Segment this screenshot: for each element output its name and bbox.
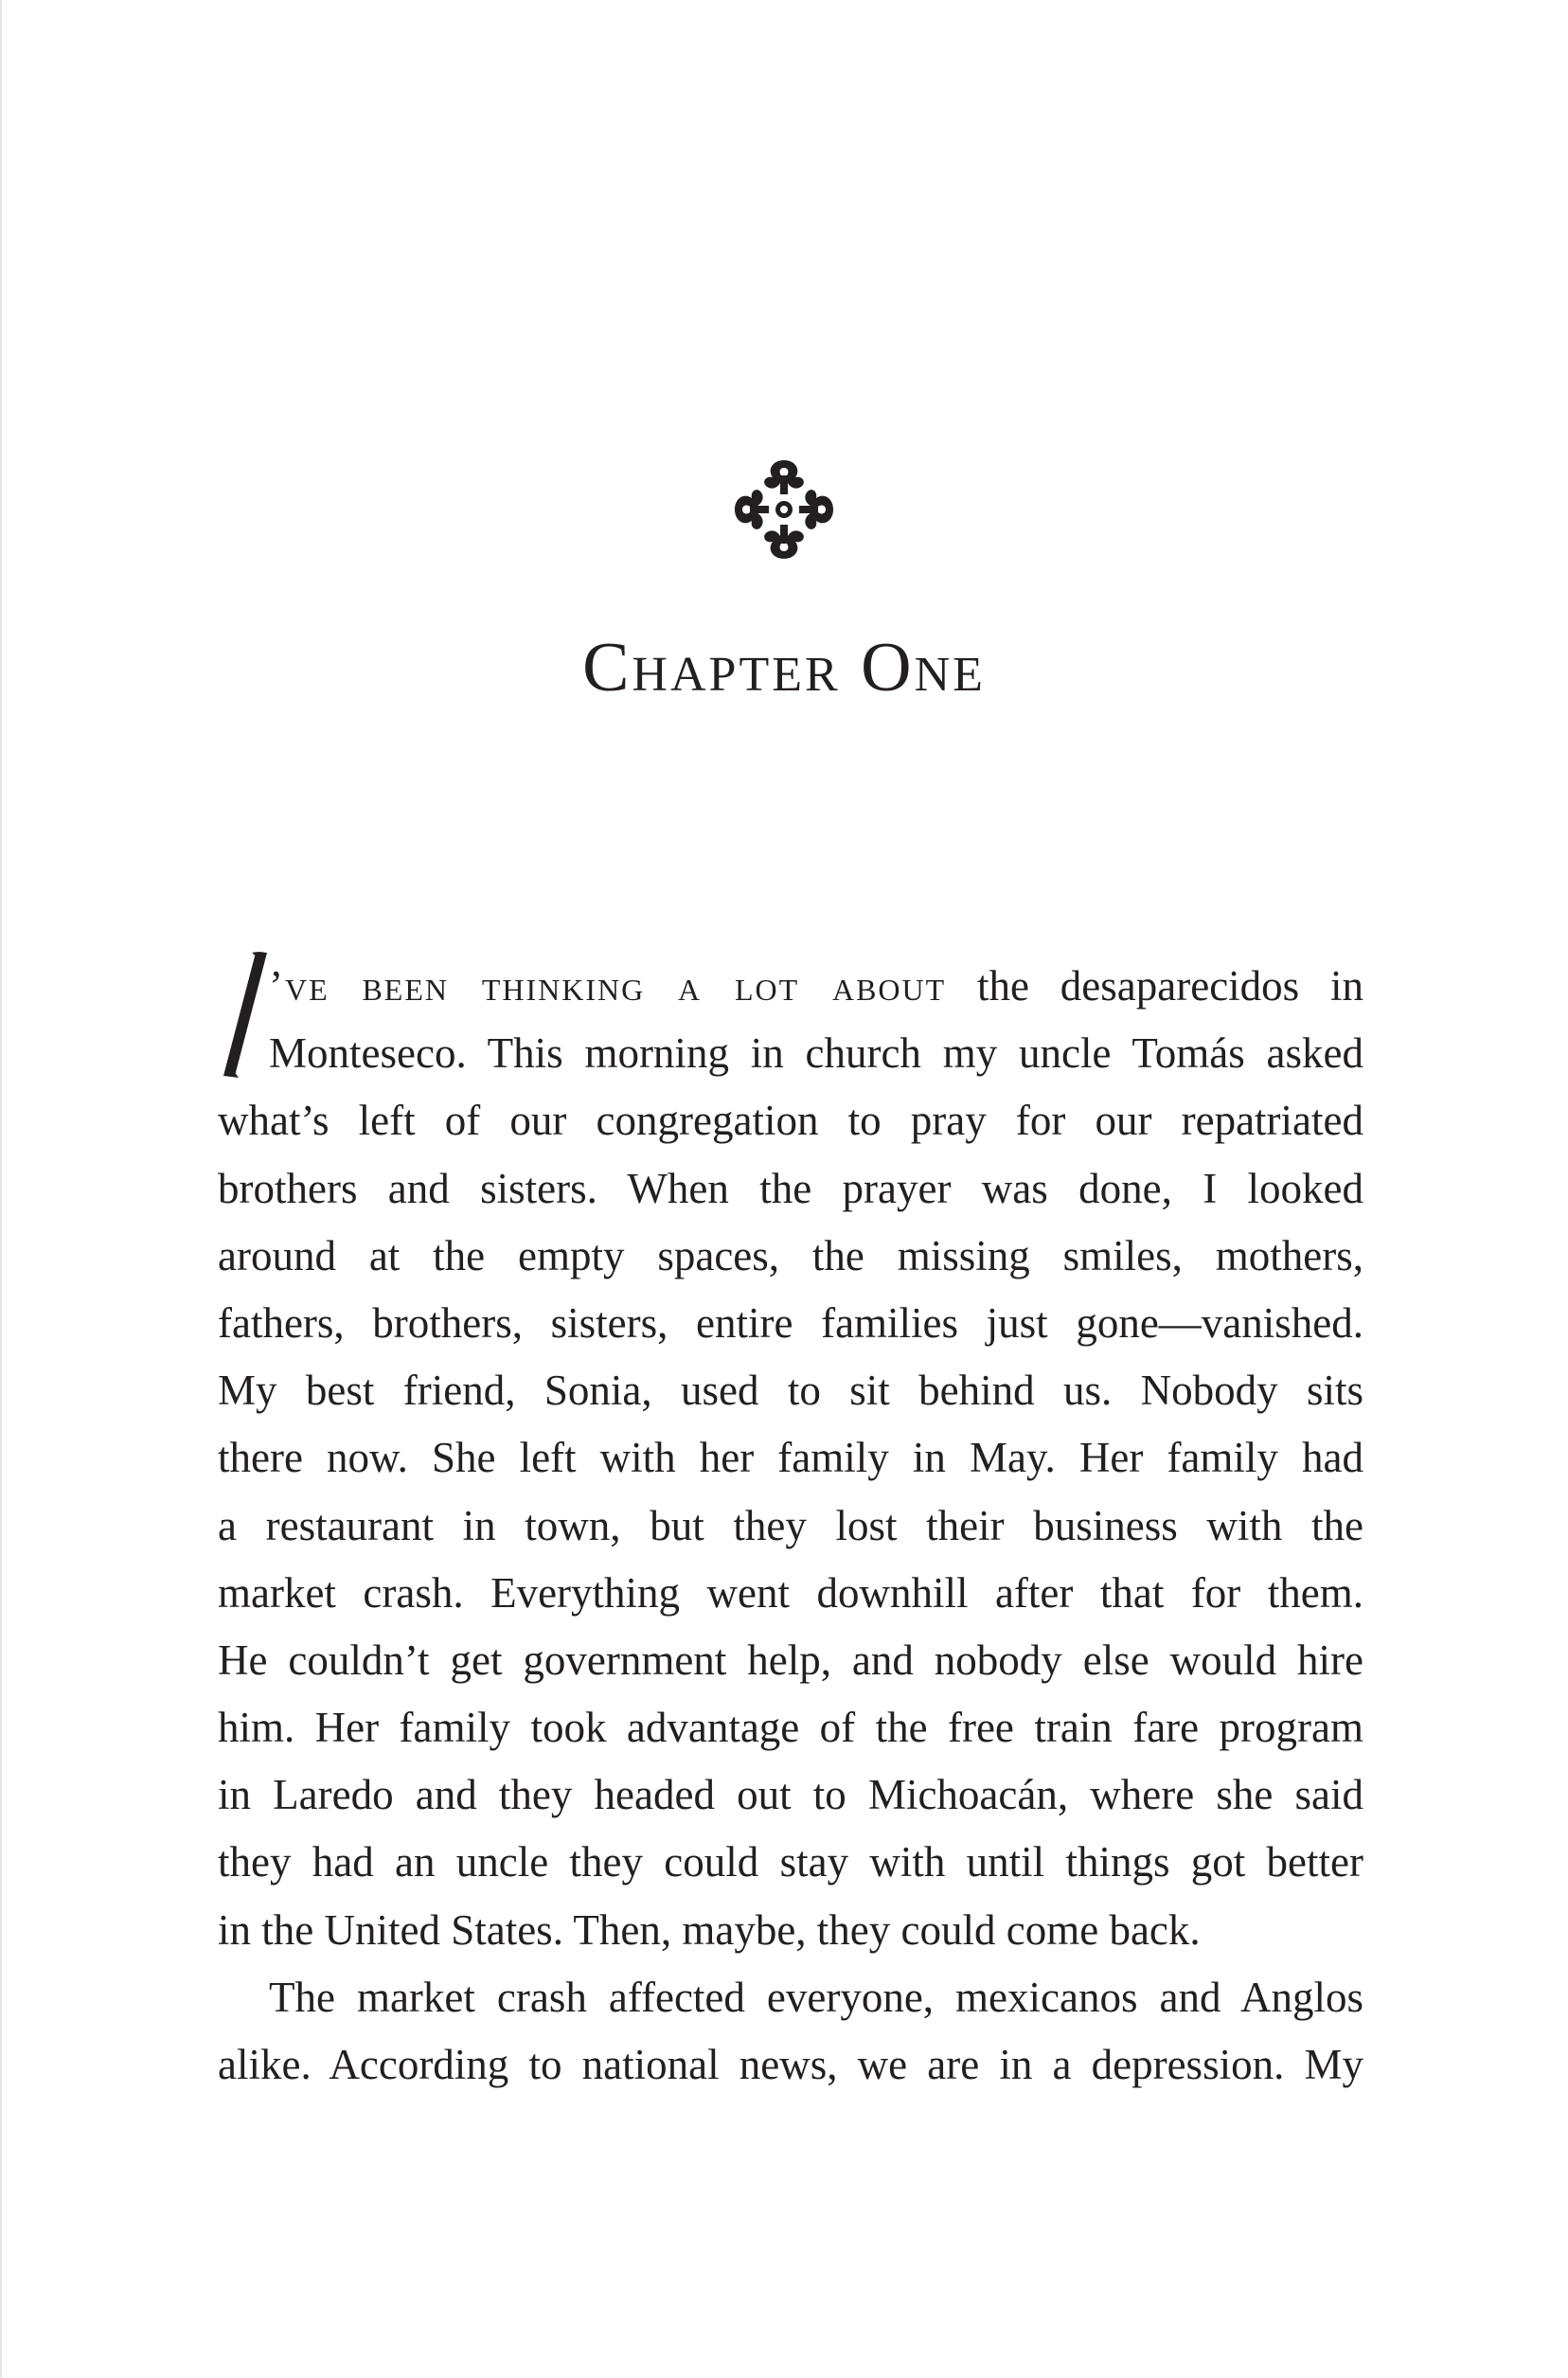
text-line — [218, 1290, 1363, 1357]
text-line-text: a restaurant in town, but they lost their business with the — [218, 1501, 1363, 1549]
text-line-text: in Laredo and they headed out to Michoacán, where she said — [218, 1771, 1363, 1819]
text-line-text: in the United States. Then, maybe, they could come back. — [218, 1905, 1201, 1954]
text-line — [218, 1964, 1363, 2031]
text-line — [218, 1897, 1363, 1964]
text-line — [218, 1424, 1363, 1492]
text-line — [218, 1829, 1363, 1896]
page-edge — [0, 0, 2, 2378]
text-line-text: they had an uncle they could stay with until things got better — [218, 1838, 1363, 1886]
text-line — [218, 1223, 1363, 1290]
text-line-text: alike. According to national news, we are in a depression. My — [218, 2041, 1363, 2088]
text-line — [218, 953, 1363, 1020]
quatrefoil-fleuron-icon — [727, 453, 841, 566]
text-line — [218, 2031, 1363, 2099]
text-line — [218, 1493, 1363, 1560]
body-text — [218, 953, 1363, 2099]
text-line — [218, 1357, 1363, 1424]
text-line-text: brothers and sisters. When the prayer was done, I looked — [218, 1164, 1363, 1212]
text-line — [218, 1020, 1363, 1087]
text-line-text: around at the empty spaces, the missing smiles, mothers, — [218, 1231, 1363, 1279]
text-line-text: him. Her family took advantage of the free train fare program — [218, 1704, 1363, 1752]
chapter-title: Chapter One — [582, 629, 986, 706]
text-line — [218, 1087, 1363, 1154]
text-line-rest: the desaparecidos in — [977, 962, 1363, 1010]
text-line-text: what’s left of our congregation to pray for our repatriated — [218, 1097, 1363, 1145]
text-line-text: fathers, brothers, sisters, entire families just gone—vanished. — [218, 1298, 1363, 1347]
text-line-text: He couldn’t get government help, and nobody else would hire — [218, 1636, 1363, 1684]
drop-cap-letter — [218, 949, 271, 1082]
lead-in-smallcaps: ’ve been thinking a lot about — [269, 962, 947, 1010]
text-line-text: Monteseco. This morning in church my uncle Tomás asked — [269, 1029, 1363, 1078]
text-line — [218, 1627, 1363, 1694]
text-line — [218, 1155, 1363, 1223]
text-line — [218, 1761, 1363, 1829]
text-line-text: The market crash affected everyone, mexicanos and Anglos — [269, 1973, 1363, 2021]
text-line — [218, 1560, 1363, 1627]
text-line-text: My best friend, Sonia, used to sit behind us. Nobody sits — [218, 1367, 1363, 1415]
text-line-text: market crash. Everything went downhill after that for them. — [218, 1568, 1363, 1617]
text-line — [218, 1694, 1363, 1761]
text-line-text: there now. She left with her family in May. Her family had — [218, 1434, 1363, 1482]
